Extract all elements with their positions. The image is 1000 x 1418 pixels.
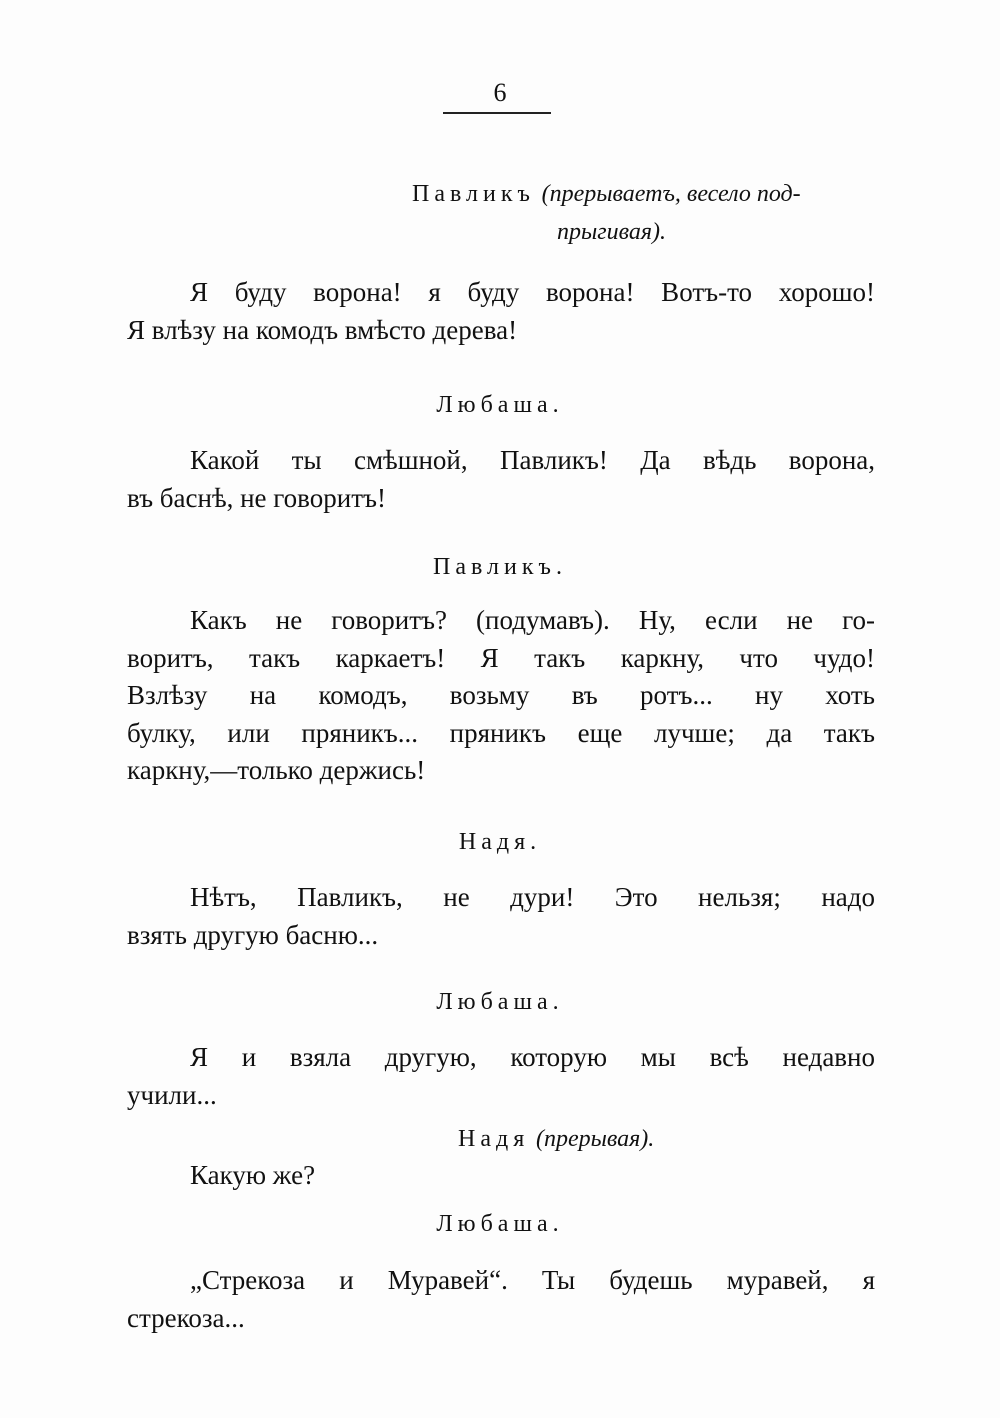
speaker-line xyxy=(0,821,1000,859)
speaker-name: Любаша. xyxy=(436,1211,564,1237)
paragraph-line: каркну,—только держись! xyxy=(127,755,426,785)
paragraph-line: воритъ, такъ каркаетъ! Я такъ каркну, что чудо! xyxy=(127,642,875,673)
paragraph-line: Я буду ворона! я буду ворона! Вотъ-то хорошо! xyxy=(190,277,875,307)
speaker-line xyxy=(0,546,1000,584)
speaker-line xyxy=(458,1118,654,1156)
stage-direction: (прерываетъ, весело под- xyxy=(541,181,801,207)
paragraph-line: въ баснѣ, не говоритъ! xyxy=(127,482,386,513)
paragraph-line: булку, или пряникъ... пряникъ еще лучше; да такъ xyxy=(127,717,875,748)
page-number-rule xyxy=(443,112,551,114)
paragraph-line: Я и взяла другую, которую мы всѣ недавно xyxy=(190,1042,875,1072)
paragraph-line: Какую же? xyxy=(190,1160,316,1190)
speaker-name: Любаша. xyxy=(436,392,564,418)
speaker-name: Надя xyxy=(458,1126,530,1152)
stage-direction: (прерывая). xyxy=(535,1126,655,1152)
speaker-line xyxy=(0,981,1000,1019)
paragraph-line: взять другую басню... xyxy=(127,919,379,950)
speaker-line xyxy=(0,384,1000,422)
paragraph-line: Какъ не говоритъ? (подумавъ). Ну, если не го- xyxy=(190,605,875,635)
speaker-name: Павликъ xyxy=(412,181,535,207)
paragraph-line: учили... xyxy=(127,1079,217,1110)
stage-direction: прыгивая). xyxy=(557,219,667,245)
speaker-name: Надя. xyxy=(458,829,542,855)
paragraph-line: „Стрекоза и Муравей“. Ты будешь муравей, я xyxy=(190,1265,875,1295)
paragraph-line: стрекоза... xyxy=(127,1302,245,1333)
paragraph-line: Я влѣзу на комодъ вмѣсто дерева! xyxy=(127,314,518,345)
speaker-line xyxy=(412,173,801,211)
paragraph-line: Взлѣзу на комодъ, возьму въ ротъ... ну хоть xyxy=(127,680,875,710)
page-number: 6 xyxy=(493,78,507,107)
speaker-name: Любаша. xyxy=(436,989,564,1015)
speaker-line xyxy=(0,1203,1000,1241)
paragraph-line: Нѣтъ, Павликъ, не дури! Это нельзя; надо xyxy=(190,882,875,912)
paragraph-line: Какой ты смѣшной, Павликъ! Да вѣдь ворона, xyxy=(190,445,875,475)
speaker-name: Павликъ. xyxy=(433,554,567,580)
